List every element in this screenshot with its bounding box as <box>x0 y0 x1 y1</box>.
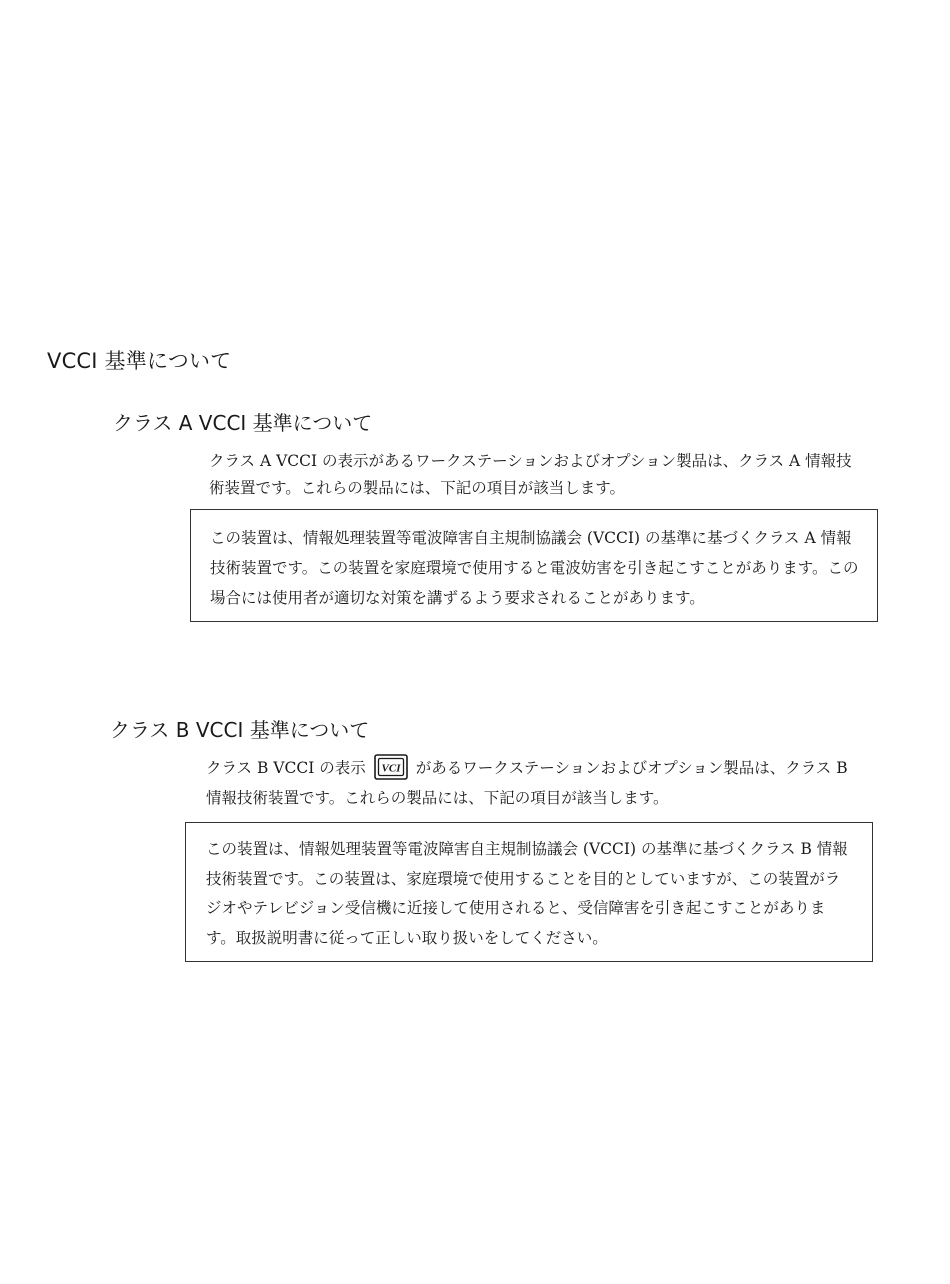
class-b-notice-text: この装置は、情報処理装置等電波障害自主規制協議会 (VCCI) の基準に基づくクラス B 情報技術装置です。この装置は、家庭環境で使用することを目的としていますが、この装置がラジオやテレビジョン受信機に近接して使用されると、受信障害を引き起こすことがあります。取扱説明書に従って正しい取り扱いをしてください。 <box>206 840 848 947</box>
page-title: VCCI 基準について <box>47 349 232 373</box>
class-b-heading: クラス B VCCI 基準について <box>110 718 370 742</box>
class-a-intro: クラス A VCCI の表示があるワークステーションおよびオプション製品は、クラス A 情報技術装置です。これらの製品には、下記の項目が該当します。 <box>209 452 852 497</box>
class-b-intro-start: クラス B VCCI の表示 <box>206 759 366 777</box>
class-a-notice-box <box>190 509 878 622</box>
vcci-logo-icon <box>374 754 408 780</box>
vcci-logo-text: VCI <box>381 762 401 775</box>
class-b-notice-box <box>185 822 873 962</box>
class-b-intro-end: があるワークステーションおよびオプション製品は、クラス B 情報技術装置です。これらの製品には、下記の項目が該当します。 <box>206 759 848 807</box>
class-a-heading: クラス A VCCI 基準について <box>113 411 373 435</box>
class-b-intro <box>206 754 858 813</box>
class-a-notice-text: この装置は、情報処理装置等電波障害自主規制協議会 (VCCI) の基準に基づくクラス A 情報技術装置です。この装置を家庭環境で使用すると電波妨害を引き起こすことがあります。この場合には使用者が適切な対策を講ずるよう要求されることがあります。 <box>210 529 859 607</box>
